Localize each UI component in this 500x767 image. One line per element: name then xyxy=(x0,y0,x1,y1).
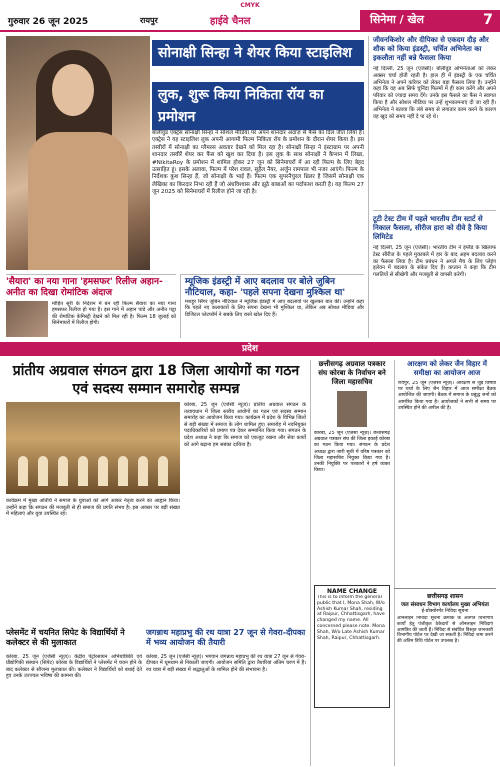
brand-mark: CMYK xyxy=(240,2,260,9)
rath-yatra-body: कोरबा, 25 जून (एजेंसी न्यूज़)। भगवान जगन्नाथ महाप्रभु की रथ यात्रा 27 जून से गेवरा-दीपका में धूमधाम से निकाली जाएगी। आयोजन समिति द्वारा तैयारियां अंतिम चरण में हैं। रथ यात्रा में बड़ी संख्या में श्रद्धालुओं के शामिल होने की संभावना है। xyxy=(146,654,306,673)
sabha-photo xyxy=(6,402,180,494)
sabha-body-1: कोरबा, 25 जून (एजेंसी न्यूज़)। प्रांतीय अग्रवाल संगठन के तत्वावधान में जिला स्तरीय आयोगों का गठन एवं सदस्य सम्मान समारोह का आयोजन किया गया। कार्यक्रम में प्रदेश के विभिन्न जिलों से बड़ी संख्या में समाज के लोग शामिल हुए। समारोह में नवनियुक्त पदाधिकारियों को प्रमाण पत्र देकर सम्मानित किया गया। संगठन के प्रदेश अध्यक्ष ने कहा कि समाज को एकजुट रखना और सेवा कार्यों को आगे बढ़ाना हम सबका दायित्व है। xyxy=(184,402,306,448)
photo-figure xyxy=(38,456,48,486)
photo-figure xyxy=(78,456,88,486)
right-body-1: नई दिल्ली, 25 जून (एजेंसी)। बॉलीवुड अभिनेताओं को लेकर अक्सर चर्चा होती रहती है। हाल ही में इंडस्ट्री के एक चर्चित अभिनेता ने अपने करियर को लेकर बड़ा फैसला लिया है। उन्होंने कहा कि वह अब सिर्फ चुनिंदा फिल्मों में ही काम करेंगे और अपने परिवार को ज्यादा समय देंगे। उनके इस फैसले का फैंस ने स्वागत किया है और सोशल मीडिया पर उन्हें शुभकामनाएं दी जा रही हैं। अभिनेता ने बताया कि लंबे समय से लगातार काम करने के कारण वह खुद को समय नहीं दे पा रहे थे। xyxy=(373,66,496,120)
sabha-body-2: कार्यक्रम में मुख्य अतिथि ने समाज के युवाओं को आगे आकर नेतृत्व करने का आह्वान किया। उन्होंने कहा कि संगठन की मजबूती से ही समाज की प्रगति संभव है। इस अवसर पर बड़ी संख्या में महिलाएं और युवा उपस्थित रहे। xyxy=(6,498,180,518)
name-change-title: NAME CHANGE xyxy=(327,588,377,595)
placement-body: कोरबा, 25 जून (एजेंसी न्यूज़)। केंद्रीय पेट्रोरसायन अभियांत्रिकी एवं प्रौद्योगिकी संस्थान (सिपेट) कोरबा के विद्यार्थियों ने प्लेसमेंट में चयन होने के बाद कलेक्टर से सौजन्य मुलाकात की। कलेक्टर ने विद्यार्थियों को बधाई देते हुए उनके उज्ज्वल भविष्य की कामना की। xyxy=(6,654,142,680)
main-story-body: बॉलीवुड एक्ट्रेस सोनाक्षी सिन्हा ने सोशल मीडिया पर अपने शानदार अंदाज़ से फैंस का दिल जीत लिया है। एक्ट्रेस ने यह स्टाइलिश लुक अपनी आगामी फिल्म निकिता रॉय के प्रमोशन के दौरान शेयर किया है। इस तस्वीरों में सोनाक्षी का ग्लैमरस अवतार देखने को मिल रहा है। सोनाक्षी सिन्हा ने इंस्टाग्राम पर अपनी शानदार तस्वीरें शेयर कर फैंस को खुश कर दिया है। इस लुक के साथ सोनाक्षी ने कैप्शन में लिखा, #NikitaRoy के प्रमोशन में शामिल होकर 27 जून को सिनेमाघरों में आ रही फिल्म के लिए बेहद उत्साहित हूं। इसके अलावा, फिल्म में परेश रावल, सुहैल नैयर, अर्जुन रामपाल भी नजर आएंगे। फिल्म के निर्देशक कुश सिन्हा हैं, जो सोनाक्षी के भाई हैं। फिल्म एक सुपरनैचुरल थ्रिलर है जिसमें सोनाक्षी एक लेखिका का किरदार निभा रही हैं जो अंधविश्वास और झूठे बाबाओं का पर्दाफाश करती है। यह फिल्म 27 जून 2025 को सिनेमाघरों में रिलीज होने जा रही है। xyxy=(152,130,364,196)
tender-line: ई-प्रोक्योरमेंट निविदा सूचना xyxy=(421,609,469,614)
page-number: 7 xyxy=(476,10,500,30)
name-change-notice xyxy=(314,585,390,708)
right-column xyxy=(368,36,496,338)
main-headline-line-2: लुक, शुरू किया निकिता रॉय का प्रमोशन xyxy=(152,82,364,130)
right-body-2: नई दिल्ली, 25 जून (एजेंसी)। भारतीय टीम ने इंग्लैंड के खिलाफ टेस्ट सीरीज के पहले मुकाबले में हार के बाद अहम बदलाव करने का फैसला लिया है। टीम प्रबंधन ने अगले मैच के लिए प्लेइंग इलेवन में बदलाव के संकेत दिए हैं। कप्तान ने कहा कि टीम गलतियों से सीखेगी और मजबूती से वापसी करेगी। xyxy=(373,245,496,279)
jubin-body: मशहूर सिंगर जुबिन नौटियाल ने म्यूजिक इंडस्ट्री में आए बदलावों पर खुलकर बात की। उन्होंने कहा कि पहले नए कलाकारों के लिए सपना देखना भी मुश्किल था, लेकिन अब सोशल मीडिया और डिजिटल प्लेटफॉर्म ने सबके लिए रास्ते खोल दिए हैं। xyxy=(185,299,364,318)
saiyaara-article xyxy=(6,274,176,338)
sonakshi-photo xyxy=(6,36,150,270)
sabha-headline: प्रांतीय अग्रवाल संगठन द्वारा 18 जिला आयोगों का गठन एवं सदस्य सम्मान समारोह सम्पन्न xyxy=(12,363,300,397)
saiyaara-photo xyxy=(6,301,48,337)
main-headline-line-1: सोनाक्षी सिन्हा ने शेयर किया स्टाइलिश xyxy=(152,40,364,66)
photo-body xyxy=(28,132,128,270)
tender-body: ऑनलाइन निविदा सूचना क्रमांक के अंतर्गत विभागीय कार्यों हेतु पंजीकृत ठेकेदारों से ऑनलाइन निविदाएं आमंत्रित की जाती हैं। निविदा से संबंधित विस्तृत जानकारी विभागीय पोर्टल पर देखी जा सकती है। निविदा जमा करने की अंतिम तिथि पोर्टल पर उपलब्ध है। xyxy=(397,616,493,645)
tender-title: छत्तीसगढ़ शासन xyxy=(427,593,463,600)
jubin-article xyxy=(180,274,364,338)
issue-date: गुरुवार 26 जून 2025 xyxy=(8,16,89,27)
journalist-body: कोरबा, 25 जून (एजेंसी न्यूज़)। छत्तीसगढ़ अग्रवाल पत्रकार संघ की जिला इकाई कोरबा का गठन किया गया। संगठन के प्रदेश अध्यक्ष द्वारा जारी सूची में वरिष्ठ पत्रकार को जिला महासचिव नियुक्त किया गया है। उनकी नियुक्ति पर पत्रकारों ने हर्ष व्यक्त किया। xyxy=(314,431,390,474)
photo-face xyxy=(52,64,94,116)
photo-figure xyxy=(158,456,168,486)
section-band-pradesh: प्रदेश xyxy=(0,342,500,356)
section-cinema-sports: सिनेमा / खेल xyxy=(360,10,476,30)
journalist-portrait xyxy=(337,391,367,427)
placement-headline: प्लेसमेंट में चयनित सिपेट के विद्यार्थियों ने कलेक्टर से की मुलाकात xyxy=(6,628,125,647)
photo-figure xyxy=(118,456,128,486)
right-headline-2: टूटी टेस्ट टीम में पहले भारतीय टीम स्टार्ट से निकाल फैसला, सीरीज हारा को दीवे है किया लिमिटेड xyxy=(373,210,496,242)
page-header xyxy=(0,10,500,32)
photo-figure xyxy=(58,456,68,486)
jubin-headline: म्यूजिक इंडस्ट्री में आए बदलाव पर बोले जुबिन नौटियाल, कहा- 'पहले सपना देखना मुश्किल था' xyxy=(185,277,346,298)
tender-notice xyxy=(394,588,496,766)
reservation-body: रायपुर, 25 जून (एजेंसी न्यूज़)। आरक्षण से जुड़े विषयों पर चर्चा के लिए जैन विहार में आज समीक्षा बैठक आयोजित की जाएगी। बैठक में समाज के प्रबुद्ध जनों को आमंत्रित किया गया है। आयोजकों ने सभी से समय पर उपस्थित होने की अपील की है। xyxy=(398,381,496,411)
journalist-headline: छत्तीसगढ़ अग्रवाल पत्रकार संघ कोरबा के निर्वाचन बने जिला महासचिव xyxy=(318,360,386,386)
photo-figure xyxy=(138,456,148,486)
mid-column xyxy=(310,360,390,766)
reservation-headline: आरक्षण को लेकर जैन विहार में समीक्षा का आयोजन आज xyxy=(407,360,487,377)
right-headline-1: जीवनकिशोर और दीपिका से एकदम दौड़ और शौक को किया इंडस्ट्री, चर्चित अभिनेता का इकलौता नहीं बन्ने फैसला किया xyxy=(373,36,489,62)
rath-yatra-headline: जगन्नाथ महाप्रभु की रथ यात्रा 27 जून से गेवरा-दीपका में भव्य आयोजन की तैयारी xyxy=(146,628,306,647)
photo-figure xyxy=(98,456,108,486)
saiyaara-body: मोहित सूरी के निर्देशन में बन रही फिल्म सैयारा का नया गाना हमसफर रिलीज हो गया है। इस गाने में अहान पांडे और अनीत पड्डा की रोमांटिक केमिस्ट्री देखने को मिल रही है। फिल्म 18 जुलाई को सिनेमाघरों में रिलीज होगी। xyxy=(52,301,176,327)
photo-figure xyxy=(18,456,28,486)
tender-subtitle: जल संसाधन विभाग कार्यालय मुख्य अभियंता xyxy=(401,602,489,608)
name-change-text: This is to inform the general public that I, Mona Shah, W/o Ashish Kumar Shah, residing at Raipur, Chhattisgarh, have changed my name. All concerned please note. Mona Shah, W/o Late Ashish Kumar Shah, Raipur, Chhattisgarh. xyxy=(317,595,385,641)
section-highway-channel: हाईवे चैनल xyxy=(210,16,251,27)
issue-city: रायपुर xyxy=(140,15,158,25)
saiyaara-headline: 'सैयारा' का नया गाना 'हमसफर' रिलीज अहान-अनीत का दिखा रोमांटिक अंदाज xyxy=(6,277,163,298)
